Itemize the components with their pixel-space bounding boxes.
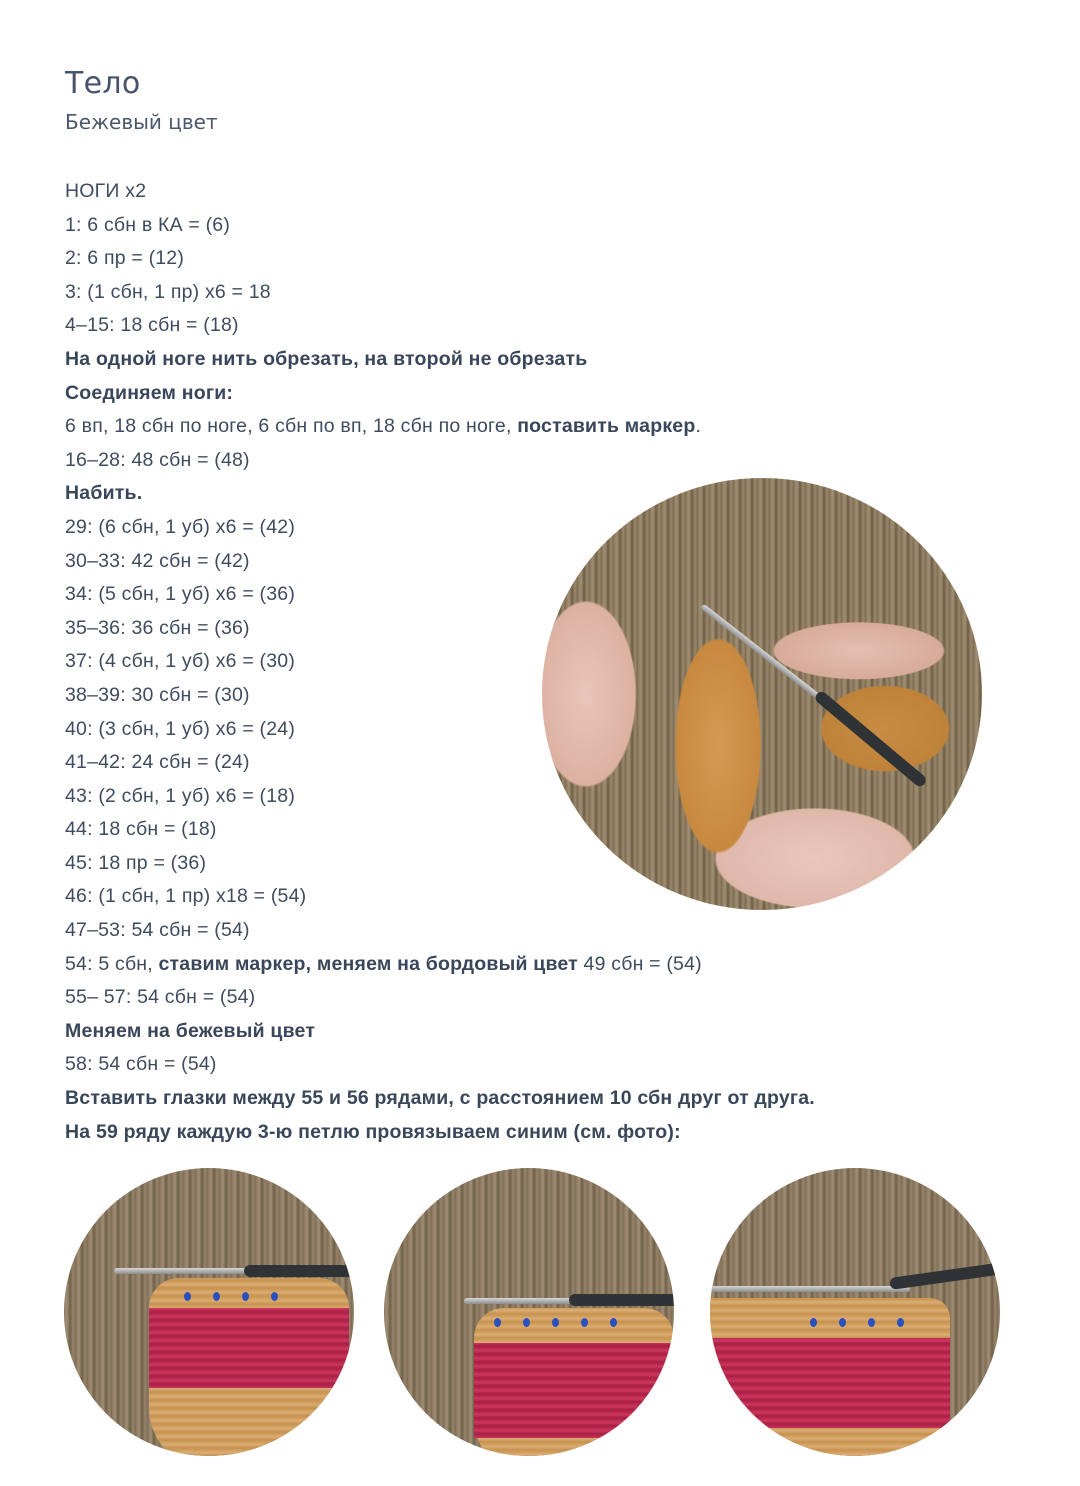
bold-text: Соединяем ноги: bbox=[65, 381, 234, 404]
instruction-line bbox=[65, 177, 965, 211]
bold-text: Набить. bbox=[65, 482, 143, 505]
text: 45: 18 пр = (36) bbox=[65, 851, 207, 874]
text: . bbox=[695, 415, 702, 438]
page-title: Тело bbox=[65, 66, 141, 101]
text: 38–39: 30 сбн = (30) bbox=[65, 683, 250, 706]
bold-text: ставим маркер, меняем на бордовый цвет bbox=[158, 952, 578, 975]
instruction-line bbox=[65, 311, 965, 345]
text: 46: (1 сбн, 1 пр) х18 = (54) bbox=[65, 885, 307, 908]
photo-step-1 bbox=[64, 1168, 354, 1456]
bold-text: поставить маркер bbox=[517, 415, 696, 438]
instruction-line bbox=[65, 211, 965, 245]
bold-text: На 59 ряду каждую 3-ю петлю провязываем синим (см. фото): bbox=[65, 1120, 681, 1143]
instruction-line bbox=[65, 244, 965, 278]
text: 54: 5 сбн, bbox=[65, 952, 159, 975]
instruction-line bbox=[65, 1118, 965, 1152]
text: 6 вп, 18 сбн по ноге, 6 сбн по вп, 18 сбн по ноге, bbox=[65, 415, 518, 438]
instruction-line bbox=[65, 446, 965, 480]
text: 4–15: 18 сбн = (18) bbox=[65, 314, 239, 337]
text: 2: 6 пр = (12) bbox=[65, 247, 185, 270]
text: 44: 18 сбн = (18) bbox=[65, 818, 217, 841]
text: 47–53: 54 сбн = (54) bbox=[65, 919, 250, 942]
instruction-line bbox=[65, 345, 965, 379]
instruction-line bbox=[65, 412, 965, 446]
text: 55– 57: 54 сбн = (54) bbox=[65, 986, 256, 1009]
instruction-line bbox=[65, 278, 965, 312]
text: 43: (2 сбн, 1 уб) х6 = (18) bbox=[65, 784, 296, 807]
instruction-line bbox=[65, 950, 965, 984]
text: 35–36: 36 сбн = (36) bbox=[65, 616, 250, 639]
text: 37: (4 сбн, 1 уб) х6 = (30) bbox=[65, 650, 296, 673]
text: 40: (3 сбн, 1 уб) х6 = (24) bbox=[65, 717, 296, 740]
bold-text: На одной ноге нить обрезать, на второй не обрезать bbox=[65, 347, 588, 370]
bold-text: Меняем на бежевый цвет bbox=[65, 1019, 316, 1042]
photo-joining-legs bbox=[542, 478, 982, 910]
text: 3: (1 сбн, 1 пр) х6 = 18 bbox=[65, 280, 271, 303]
bold-text: Вставить глазки между 55 и 56 рядами, с расстоянием 10 сбн друг от друга. bbox=[65, 1087, 815, 1110]
text: НОГИ х2 bbox=[65, 180, 147, 202]
text: 29: (6 сбн, 1 уб) х6 = (42) bbox=[65, 515, 296, 538]
text: 16–28: 48 сбн = (48) bbox=[65, 448, 250, 471]
instruction-line bbox=[65, 1050, 965, 1084]
text: 41–42: 24 сбн = (24) bbox=[65, 751, 250, 774]
text: 58: 54 сбн = (54) bbox=[65, 1053, 217, 1076]
instruction-line bbox=[65, 916, 965, 950]
instruction-line bbox=[65, 379, 965, 413]
page-subtitle: Бежевый цвет bbox=[65, 110, 218, 134]
instruction-line bbox=[65, 983, 965, 1017]
photo-step-2 bbox=[384, 1168, 674, 1456]
instruction-line bbox=[65, 1017, 965, 1051]
text: 30–33: 42 сбн = (42) bbox=[65, 549, 250, 572]
photo-step-3 bbox=[710, 1168, 1000, 1456]
text: 49 сбн = (54) bbox=[577, 952, 702, 975]
instruction-line bbox=[65, 1084, 965, 1118]
text: 34: (5 сбн, 1 уб) х6 = (36) bbox=[65, 583, 296, 606]
text: 1: 6 сбн в КА = (6) bbox=[65, 213, 231, 236]
